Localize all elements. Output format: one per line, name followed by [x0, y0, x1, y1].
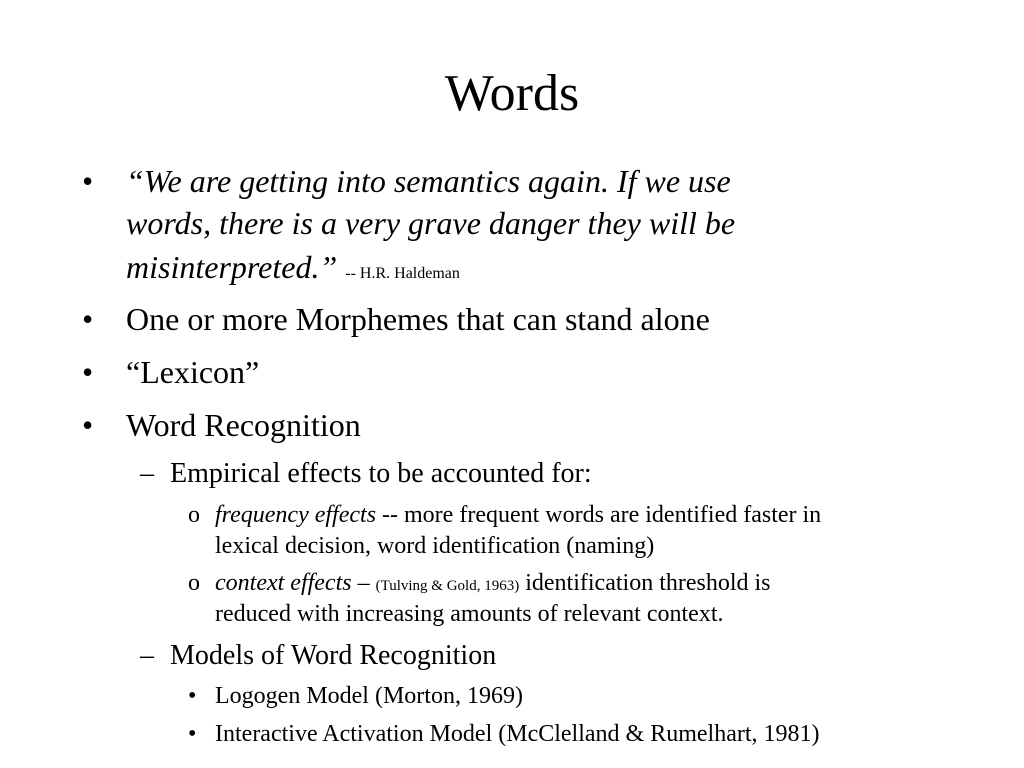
bullet-marker: • — [82, 301, 94, 337]
circle-marker: o — [188, 570, 200, 596]
sub-models-text: Models of Word Recognition — [170, 640, 497, 671]
quote-line-3: misinterpreted.” — [126, 249, 338, 285]
model-interactive-activation-text: Interactive Activation Model (McClelland & Rumelhart, 1981) — [215, 721, 820, 747]
bullet-marker: • — [82, 354, 94, 390]
context-line-2: reduced with increasing amounts of relevant context. — [215, 601, 724, 627]
bullet-marker: • — [188, 683, 197, 709]
bullet-word-recognition-text: Word Recognition — [126, 407, 361, 443]
bullet-marker: • — [82, 163, 94, 199]
sub-empirical-text: Empirical effects to be accounted for: — [170, 458, 592, 489]
quote-line-3-wrap — [126, 246, 460, 295]
frequency-line-1 — [215, 500, 821, 531]
bullet-morphemes-text: One or more Morphemes that can stand alone — [126, 301, 710, 337]
bullet-marker: • — [82, 407, 94, 443]
frequency-term: frequency effects — [215, 502, 377, 528]
circle-marker: o — [188, 502, 200, 528]
bullet-marker: • — [188, 721, 197, 747]
frequency-rest: -- more frequent words are identified faster in — [376, 502, 822, 528]
context-citation: (Tulving & Gold, 1963) — [375, 578, 520, 594]
slide-title: Words — [444, 65, 580, 122]
bullet-lexicon-text: “Lexicon” — [126, 354, 260, 390]
context-rest: identification threshold is — [519, 570, 771, 596]
model-logogen-text: Logogen Model (Morton, 1969) — [215, 683, 523, 709]
quote-line-2: words, there is a very grave danger they will be — [126, 205, 736, 241]
context-term: context effects – — [215, 570, 376, 596]
dash-marker: – — [140, 640, 154, 671]
context-line-1 — [215, 568, 771, 602]
quote-attribution: -- H.R. Haldeman — [345, 265, 460, 282]
frequency-line-2: lexical decision, word identification (naming) — [215, 533, 655, 559]
dash-marker: – — [140, 458, 154, 489]
quote-line-1: “We are getting into semantics again. If we use — [126, 163, 731, 199]
